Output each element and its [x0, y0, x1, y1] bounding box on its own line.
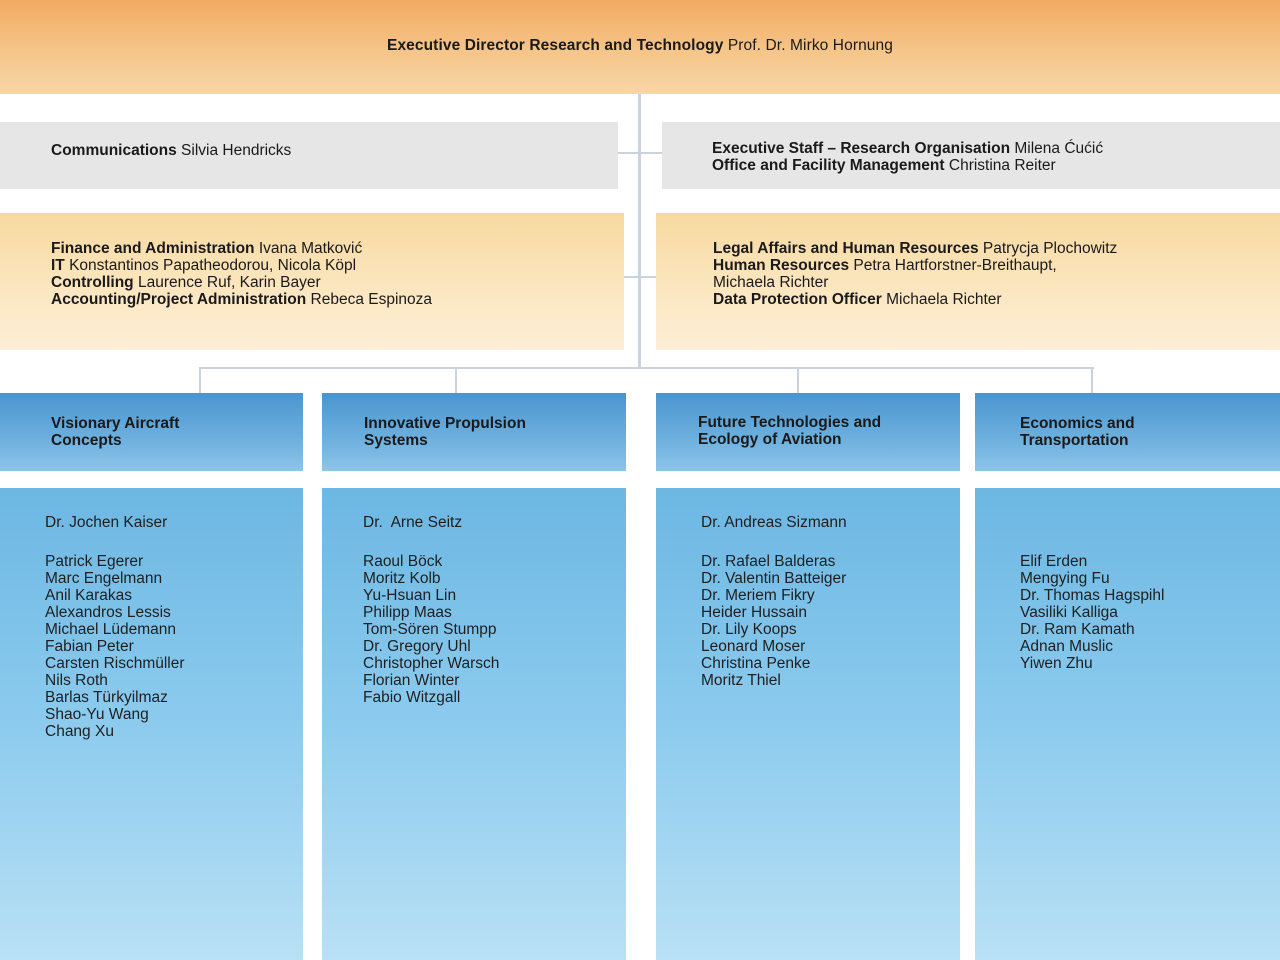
admin-left-row	[51, 274, 432, 291]
role-label: Office and Facility Management	[712, 157, 945, 174]
department-body-future-technologies	[656, 488, 960, 960]
admin-left-row	[51, 291, 432, 308]
admin-right-row	[713, 291, 1117, 308]
member-name: Dr. Gregory Uhl	[363, 638, 471, 655]
admin-left-row	[51, 240, 432, 257]
communications-box	[0, 122, 618, 189]
member-name: Raoul Böck	[363, 553, 443, 570]
member-name: Fabio Witzgall	[363, 689, 461, 706]
drop-line-dept-2	[455, 367, 457, 393]
member-name: Yiwen Zhu	[1020, 655, 1093, 672]
legal-hr-box	[656, 213, 1280, 350]
member-name: Dr. Ram Kamath	[1020, 621, 1135, 638]
department-header-future-technologies	[656, 393, 960, 471]
member-name: Fabian Peter	[45, 638, 134, 655]
role-label: Controlling	[51, 274, 134, 291]
role-label: Data Protection Officer	[713, 291, 882, 308]
member-name: Patrick Egerer	[45, 553, 144, 570]
member-name: Tom-Sören Stumpp	[363, 621, 497, 638]
admin-right-row	[713, 240, 1117, 257]
department-title-line: Visionary Aircraft	[51, 415, 180, 432]
department-lead: Dr. Andreas Sizmann	[701, 514, 847, 531]
admin-right-row	[713, 257, 1117, 274]
department-body-economics-transportation	[975, 488, 1280, 960]
member-name: Yu-Hsuan Lin	[363, 587, 457, 604]
member-name: Carsten Rischmüller	[45, 655, 185, 672]
role-label: Human Resources	[713, 257, 850, 274]
person-name: Michaela Richter	[886, 291, 1002, 308]
staff-right-row	[712, 157, 1103, 174]
department-lead: Dr. Jochen Kaiser	[45, 514, 168, 531]
role-label: Accounting/Project Administration	[51, 291, 307, 308]
department-title-line: Economics and	[1020, 415, 1135, 432]
member-name: Dr. Lily Koops	[701, 621, 797, 638]
role-label: IT	[51, 257, 65, 274]
person-name: Rebeca Espinoza	[310, 291, 433, 308]
member-name: Barlas Türkyilmaz	[45, 689, 168, 706]
executive-staff-box	[662, 122, 1280, 189]
person-name: Laurence Ruf, Karin Bayer	[137, 274, 321, 291]
department-title-line: Innovative Propulsion	[364, 415, 526, 432]
connector-left-staff	[618, 152, 640, 154]
department-lead: Dr. Arne Seitz	[363, 514, 463, 531]
executive-name: Prof. Dr. Mirko Hornung	[727, 37, 893, 54]
executive-role: Executive Director Research and Technology	[387, 37, 724, 54]
person-name: Milena Ćućić	[1014, 140, 1104, 157]
member-name: Moritz Thiel	[701, 672, 781, 689]
member-name: Dr. Meriem Fikry	[701, 587, 815, 604]
connector-left-admin	[624, 276, 640, 278]
member-name: Christina Penke	[701, 655, 811, 672]
admin-left-row	[51, 257, 432, 274]
role-label: Legal Affairs and Human Resources	[713, 240, 979, 257]
member-name: Heider Hussain	[701, 604, 807, 621]
person-name: Ivana Matković	[258, 240, 363, 257]
department-title-line: Concepts	[51, 432, 122, 449]
department-header-visionary-aircraft	[0, 393, 303, 471]
staff-right-row	[712, 140, 1103, 157]
person-name: Silvia Hendricks	[181, 142, 292, 159]
member-name: Shao-Yu Wang	[45, 706, 149, 723]
department-title-line: Systems	[364, 432, 428, 449]
member-name: Alexandros Lessis	[45, 604, 171, 621]
department-bus-line	[199, 367, 1094, 369]
department-header-innovative-propulsion	[322, 393, 626, 471]
trunk-line	[638, 94, 641, 368]
role-label: Communications	[51, 142, 177, 159]
executive-title-line	[0, 0, 1280, 94]
person-name: Petra Hartforstner-Breithaupt,	[853, 257, 1057, 274]
person-name: Michaela Richter	[713, 274, 829, 291]
department-header-economics-transportation	[975, 393, 1280, 471]
staff-left-row	[51, 142, 291, 159]
role-label: Finance and Administration	[51, 240, 255, 257]
connector-right-admin	[640, 276, 656, 278]
member-name: Marc Engelmann	[45, 570, 163, 587]
member-name: Leonard Moser	[701, 638, 806, 655]
member-name: Nils Roth	[45, 672, 108, 689]
connector-right-staff	[640, 152, 662, 154]
member-name: Dr. Thomas Hagspihl	[1020, 587, 1165, 604]
drop-line-dept-4	[1091, 367, 1093, 393]
admin-right-row	[713, 274, 1117, 291]
department-body-visionary-aircraft	[0, 488, 303, 960]
member-name: Anil Karakas	[45, 587, 133, 604]
member-name: Dr. Valentin Batteiger	[701, 570, 847, 587]
member-name: Michael Lüdemann	[45, 621, 176, 638]
department-title-line: Future Technologies and	[698, 414, 882, 431]
department-title-line: Transportation	[1020, 432, 1129, 449]
member-name: Vasiliki Kalliga	[1020, 604, 1118, 621]
member-name: Moritz Kolb	[363, 570, 441, 587]
member-name: Florian Winter	[363, 672, 460, 689]
member-name: Chang Xu	[45, 723, 114, 740]
department-title-line: Ecology of Aviation	[698, 431, 842, 448]
member-name: Philipp Maas	[363, 604, 452, 621]
drop-line-dept-3	[797, 367, 799, 393]
member-name: Adnan Muslic	[1020, 638, 1114, 655]
person-name: Christina Reiter	[948, 157, 1056, 174]
role-label: Executive Staff – Research Organisation	[712, 140, 1011, 157]
member-name: Elif Erden	[1020, 553, 1088, 570]
member-name: Christopher Warsch	[363, 655, 500, 672]
drop-line-dept-1	[199, 367, 201, 393]
member-name: Dr. Rafael Balderas	[701, 553, 836, 570]
finance-administration-box	[0, 213, 624, 350]
member-name: Mengying Fu	[1020, 570, 1110, 587]
person-name: Patrycja Plochowitz	[982, 240, 1118, 257]
department-body-innovative-propulsion	[322, 488, 626, 960]
person-name: Konstantinos Papatheodorou, Nicola Köpl	[69, 257, 357, 274]
